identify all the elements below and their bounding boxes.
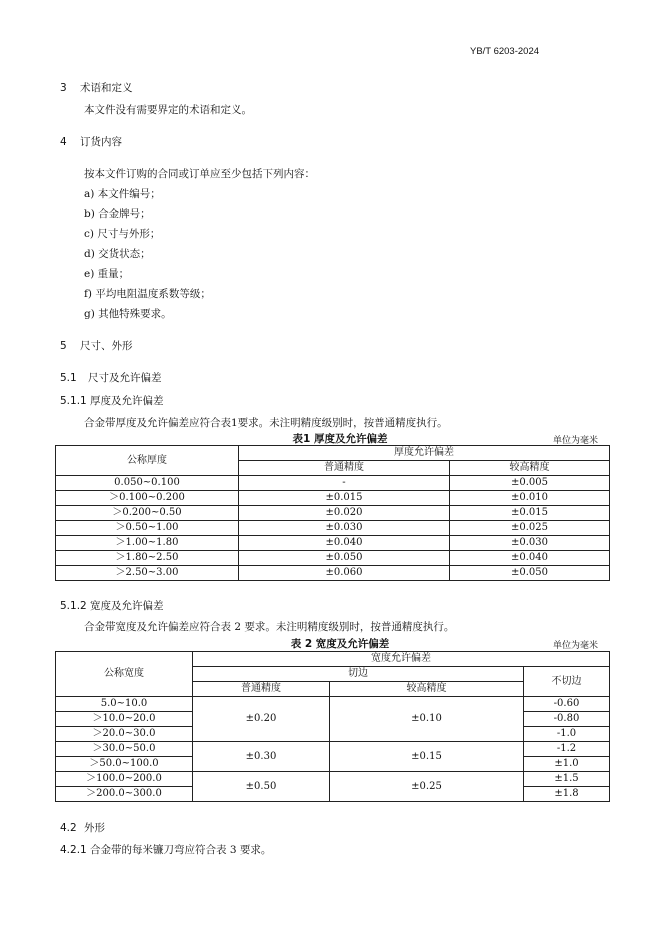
cell-high: ±0.15	[330, 742, 524, 772]
table-row	[56, 476, 610, 491]
cell-normal: -	[239, 476, 450, 491]
cell-thickness: 0.050~0.100	[56, 476, 239, 491]
cell-uncut: -0.60	[524, 697, 610, 712]
list-item: g) 其他特殊要求。	[84, 308, 172, 320]
table-row	[56, 491, 610, 506]
header-width-tolerance: 宽度允许偏差	[193, 652, 610, 667]
cell-uncut: -0.80	[524, 712, 610, 727]
section-number: 5.1.1	[60, 395, 87, 407]
section-4-heading	[60, 134, 122, 149]
paragraph-text: 合金带的每米镰刀弯应符合表 3 要求。	[90, 844, 272, 856]
section-3-heading	[60, 80, 133, 95]
section-4-intro: 按本文件订购的合同或订单应至少包括下列内容：	[84, 168, 315, 180]
section-number: 5.1.2	[60, 600, 87, 612]
cell-thickness: ＞0.200~0.50	[56, 506, 239, 521]
header-nominal-width: 公称宽度	[56, 652, 193, 697]
section-number: 5	[60, 340, 67, 352]
table-1-caption: 表1 厚度及允许偏差	[292, 433, 388, 445]
cell-high: ±0.10	[330, 697, 524, 742]
cell-width: ＞30.0~50.0	[56, 742, 193, 757]
section-title: 厚度及允许偏差	[90, 395, 164, 407]
header-normal-precision: 普通精度	[193, 682, 330, 697]
table-row	[56, 697, 610, 712]
cell-normal: ±0.50	[193, 772, 330, 802]
cell-thickness: ＞0.100~0.200	[56, 491, 239, 506]
section-number: 4.2.1	[60, 844, 87, 856]
section-title: 订货内容	[80, 136, 122, 148]
table-row	[56, 742, 610, 757]
table-2-caption: 表 2 宽度及允许偏差	[290, 638, 390, 650]
table-row	[56, 772, 610, 787]
section-5-heading	[60, 338, 133, 353]
header-uncut-edge: 不切边	[524, 667, 610, 697]
list-item: e) 重量；	[84, 268, 130, 280]
table-row	[56, 551, 610, 566]
cell-thickness: ＞1.00~1.80	[56, 536, 239, 551]
cell-high: ±0.005	[450, 476, 610, 491]
section-4-2-1-body	[60, 842, 271, 857]
header-high-precision: 较高精度	[330, 682, 524, 697]
cell-uncut: ±1.8	[524, 787, 610, 802]
list-item: c) 尺寸与外形；	[84, 228, 161, 240]
list-item: d) 交货状态；	[84, 248, 151, 260]
section-title: 宽度及允许偏差	[90, 600, 164, 612]
header-nominal-thickness: 公称厚度	[56, 446, 239, 476]
cell-high: ±0.25	[330, 772, 524, 802]
cell-high: ±0.050	[450, 566, 610, 581]
cell-high: ±0.010	[450, 491, 610, 506]
list-item: a) 本文件编号；	[84, 188, 161, 200]
table-row	[56, 566, 610, 581]
thickness-table	[55, 445, 610, 581]
cell-uncut: ±1.0	[524, 757, 610, 772]
cell-high: ±0.030	[450, 536, 610, 551]
cell-normal: ±0.040	[239, 536, 450, 551]
list-item: f) 平均电阻温度系数等级；	[84, 288, 211, 300]
header-thickness-tolerance: 厚度允许偏差	[239, 446, 610, 461]
cell-normal: ±0.20	[193, 697, 330, 742]
cell-uncut: ±1.5	[524, 772, 610, 787]
section-5-1-2-heading	[60, 598, 164, 613]
cell-normal: ±0.020	[239, 506, 450, 521]
cell-width: ＞100.0~200.0	[56, 772, 193, 787]
cell-width: 5.0~10.0	[56, 697, 193, 712]
cell-uncut: -1.2	[524, 742, 610, 757]
cell-thickness: ＞1.80~2.50	[56, 551, 239, 566]
cell-normal: ±0.015	[239, 491, 450, 506]
header-cut-edge: 切边	[193, 667, 524, 682]
cell-thickness: ＞2.50~3.00	[56, 566, 239, 581]
section-number: 3	[60, 82, 67, 94]
section-3-body: 本文件没有需要界定的术语和定义。	[84, 104, 252, 116]
cell-width: ＞200.0~300.0	[56, 787, 193, 802]
section-number: 5.1	[60, 372, 77, 384]
document-id: YB/T 6203-2024	[470, 46, 540, 57]
cell-normal: ±0.050	[239, 551, 450, 566]
cell-high: ±0.040	[450, 551, 610, 566]
cell-width: ＞20.0~30.0	[56, 727, 193, 742]
section-title: 尺寸、外形	[80, 340, 133, 352]
cell-normal: ±0.030	[239, 521, 450, 536]
cell-high: ±0.025	[450, 521, 610, 536]
section-4-2-heading	[60, 820, 105, 835]
table-1-unit: 单位为毫米	[553, 436, 599, 446]
cell-normal: ±0.30	[193, 742, 330, 772]
section-5-1-2-body: 合金带宽度及允许偏差应符合表 2 要求。未注明精度级别时，按普通精度执行。	[84, 621, 455, 633]
cell-normal: ±0.060	[239, 566, 450, 581]
width-table	[55, 651, 610, 802]
section-5-1-1-body: 合金带厚度及允许偏差应符合表1要求。未注明精度级别时，按普通精度执行。	[84, 417, 448, 429]
header-high-precision: 较高精度	[450, 461, 610, 476]
section-5-1-heading	[60, 370, 162, 385]
section-title: 外形	[84, 822, 105, 834]
cell-width: ＞10.0~20.0	[56, 712, 193, 727]
table-row	[56, 536, 610, 551]
section-5-1-1-heading	[60, 393, 164, 408]
table-row	[56, 506, 610, 521]
cell-thickness: ＞0.50~1.00	[56, 521, 239, 536]
section-title: 尺寸及允许偏差	[88, 372, 162, 384]
table-row	[56, 521, 610, 536]
section-title: 术语和定义	[80, 82, 133, 94]
section-number: 4	[60, 136, 67, 148]
cell-uncut: -1.0	[524, 727, 610, 742]
header-normal-precision: 普通精度	[239, 461, 450, 476]
section-number: 4.2	[60, 822, 77, 834]
cell-width: ＞50.0~100.0	[56, 757, 193, 772]
list-item: b) 合金牌号；	[84, 208, 151, 220]
cell-high: ±0.015	[450, 506, 610, 521]
table-2-unit: 单位为毫米	[553, 641, 599, 651]
